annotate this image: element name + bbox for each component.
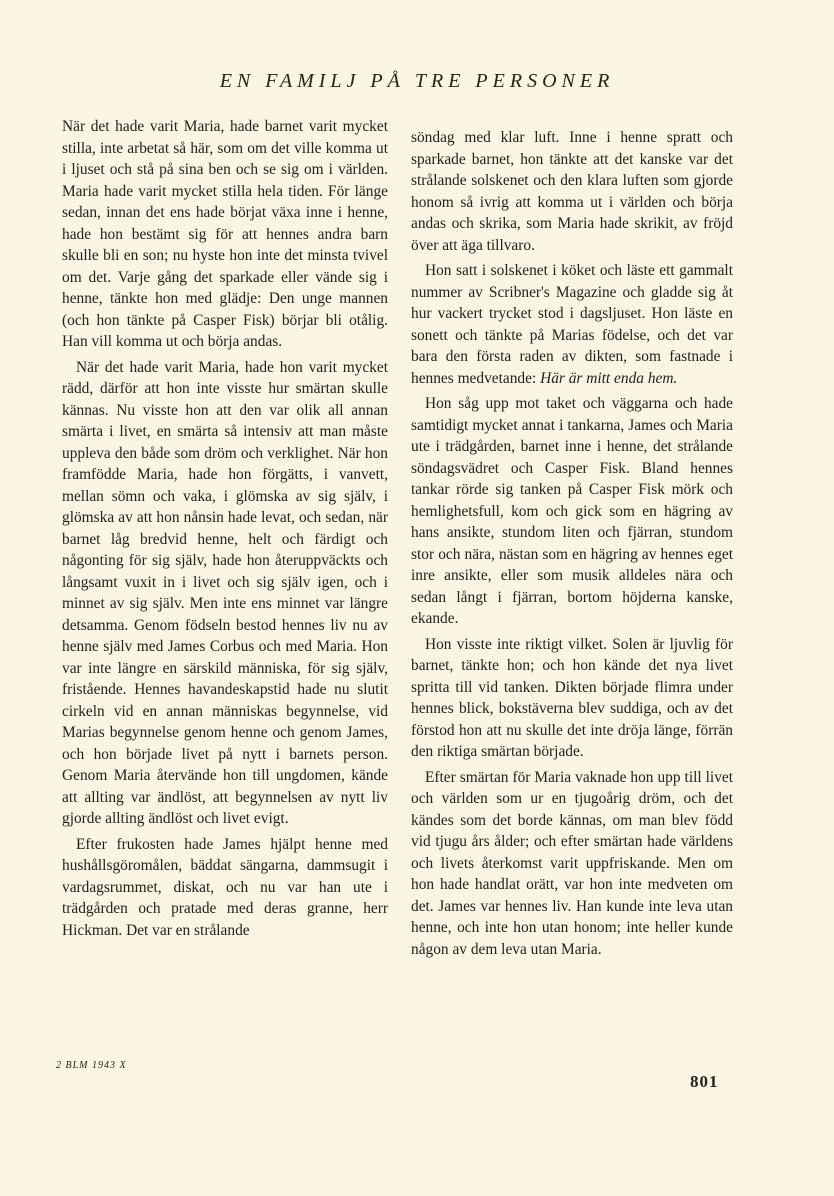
printer-signature: 2 BLM 1943 X (56, 1060, 127, 1071)
paragraph-text: Hon satt i solskenet i köket och läste ett gammalt nummer av Scribner's Magazine och gladde sig åt hur vackert trycket stod i dagsljuset. Hon läste en sonett och tänkte på Marias födelse, och det var bara den första raden av dikten, som fastnade i hennes medvetande: (411, 262, 733, 387)
paragraph: Efter smärtan för Maria vaknade hon upp till livet och världen som ur en tjugoårig dröm, och det kändes som det borde kännas, om man blev född vid tjugu års ålder; och efter smärtan hade världens och livets återkomst varit uppfriskande. Men om hon hade handlat orätt, var hon inte medveten om det. James var hennes liv. Han kunde inte leva utan henne, och inte hon utan honom; inte heller kunde någon av dem leva utan Maria. (411, 768, 733, 958)
poem-quote: Här är mitt enda hem. (540, 369, 678, 387)
running-header (0, 70, 834, 93)
paragraph: Hon såg upp mot taket och väggarna och hade samtidigt mycket annat i tankarna, James och Maria ute i trädgården, barnet inne i henne, det strålande söndagsvädret och Casper Fisk. Bland hennes tankar rörde sig tanken på Casper Fisk mörk och hemlighetsfull, kom och gick som en hägring av hans ansikte, stundom liten och fjärran, stundom stor och nära, nästan som en hägring av hennes eget inre ansikte, eller som musik alldeles nära och sedan långt i fjärran, bortom höjderna kanske, ekande. (411, 395, 733, 627)
article-title: EN FAMILJ PÅ TRE PERSONER (219, 70, 615, 92)
paragraph: När det hade varit Maria, hade hon varit mycket rädd, därför att hon inte visste hur smärtan skulle kännas. Nu visste hon att den var olik all annan smärta i livet, en smärta så intensiv att man måste uppleva den både som dröm och verklighet. När hon framfödde Maria, hade hon förgätts, i vanvett, mellan sömn och vaka, i glömska av sig själv, i glömska av att hon nånsin hade levat, och sedan, när barnet låg bredvid henne, helt och färdigt och någonting för sig själv, hade hon återuppväckts och långsamt vuxit in i livet och sig själv igen, och i minnet av sig själv. Men inte ens minnet var längre detsamma. Genom födseln bestod hennes liv nu av henne själv med James Corbus och med Maria. Hon var inte längre en särskild människa, för sig själv, fristående. Hennes havandeskapstid hade nu slutit cirkeln vid en annan människas begynnelse, vid Marias begynnelse genom henne och genom James, och hon började livet på nytt i barnets person. Genom Maria återvände hon till ungdomen, kände att allting var ändlöst, att begynnelsen av nytt liv gjorde allting ändlöst och livet evigt. (62, 358, 388, 827)
page-number: 801 (690, 1072, 719, 1091)
right-text-column (411, 127, 733, 960)
paragraph (411, 260, 733, 389)
paragraph: När det hade varit Maria, hade barnet varit mycket stilla, inte arbetat så här, som om det ville komma ut i ljuset och stå på sina ben och se sig om i världen. Maria hade varit mycket stilla hela tiden. För länge sedan, innan det ens hade börjat växa inne i henne, hade hon bestämt sig för att hennes andra barn skulle bli en son; nu hyste hon inte det minsta tvivel om det. Varje gång det sparkade eller vände sig i henne, tänkte hon med glädje: Den unge mannen (och hon tänkte på Casper Fisk) börjar bli otålig. Han vill komma ut och börja andas. (62, 118, 388, 350)
left-text-column (62, 116, 388, 941)
paragraph: Efter frukosten hade James hjälpt henne med hushållsgöromålen, bäddat sängarna, dammsugit i vardagsrummet, diskat, och nu var han ute i trädgården och pratade med deras granne, herr Hickman. Det var en strålande (62, 835, 388, 939)
paragraph: Hon visste inte riktigt vilket. Solen är ljuvlig för barnet, tänkte hon; och hon kände det nya livet spritta till vid tanken. Dikten började flimra under hennes blick, bokstäverna blev suddiga, och av det förstod hon att nu skulle det inte dröja länge, förrän den riktiga smärtan började. (411, 635, 733, 760)
paragraph: söndag med klar luft. Inne i henne spratt och sparkade barnet, hon tänkte att det kanske var det strålande solskenet och den klara luften som gjorde honom så ivrig att komma ut i världen och börja andas och skrika, som Maria hade skrikit, av fröjd över att äga tillvaro. (411, 129, 733, 254)
